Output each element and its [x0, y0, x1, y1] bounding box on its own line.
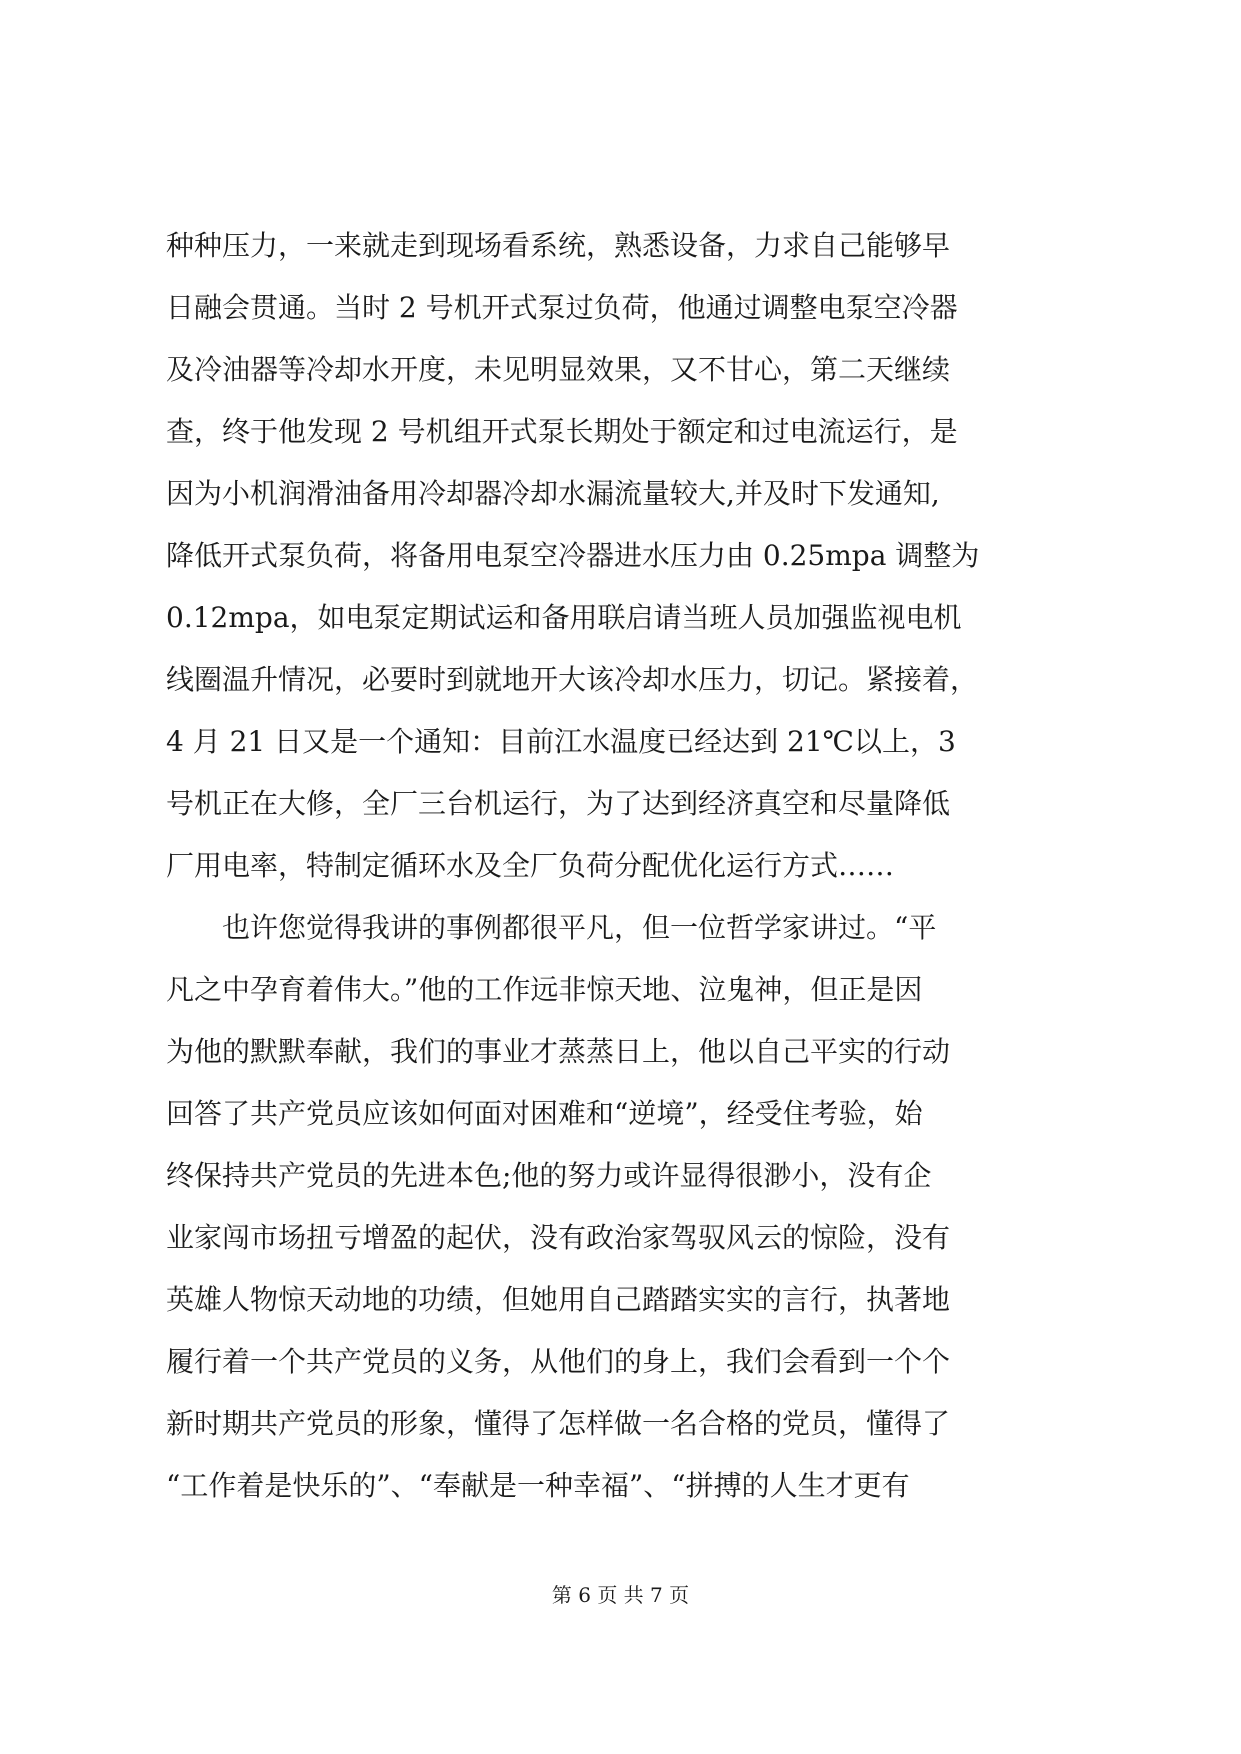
text-line: 日融会贯通。当时 2 号机开式泵过负荷，他通过调整电泵空冷器: [166, 291, 958, 324]
page-number: 第 6 页 共 7 页: [551, 1583, 690, 1607]
text-line: 种种压力，一来就走到现场看系统，熟悉设备，力求自己能够早: [166, 229, 951, 262]
text-line: 0.12mpa，如电泵定期试运和备用联启请当班人员加强监视电机: [166, 601, 962, 634]
text-line: 新时期共产党员的形象，懂得了怎样做一名合格的党员，懂得了: [166, 1407, 951, 1440]
text-line: 号机正在大修，全厂三台机运行，为了达到经济真空和尽量降低: [166, 787, 951, 820]
page-footer: [0, 1580, 1241, 1610]
paragraph-2: [166, 897, 1086, 1517]
text-line: 回答了共产党员应该如何面对困难和“逆境”，经受住考验，始: [166, 1097, 923, 1130]
text-line: 凡之中孕育着伟大。”他的工作远非惊天地、泣鬼神，但正是因: [166, 973, 923, 1006]
text-line: 因为小机润滑油备用冷却器冷却水漏流量较大,并及时下发通知,: [166, 477, 940, 510]
text-line: 业家闯市场扭亏增盈的起伏，没有政治家驾驭风云的惊险，没有: [166, 1221, 951, 1254]
text-line: 终保持共产党员的先进本色;他的努力或许显得很渺小，没有企: [166, 1159, 932, 1192]
text-line: 4 月 21 日又是一个通知：目前江水温度已经达到 21℃以上，3: [166, 725, 956, 758]
text-line: 查，终于他发现 2 号机组开式泵长期处于额定和过电流运行，是: [166, 415, 958, 448]
text-line: 厂用电率，特制定循环水及全厂负荷分配优化运行方式……: [166, 849, 895, 882]
text-line: 履行着一个共产党员的义务，从他们的身上，我们会看到一个个: [166, 1345, 951, 1378]
text-line: 线圈温升情况，必要时到就地开大该冷却水压力，切记。紧接着，: [166, 663, 979, 696]
paragraph-1: [166, 215, 1086, 897]
text-line: 也许您觉得我讲的事例都很平凡，但一位哲学家讲过。“平: [166, 911, 937, 944]
text-line: 及冷油器等冷却水开度，未见明显效果，又不甘心，第二天继续: [166, 353, 951, 386]
text-line: “工作着是快乐的”、“奉献是一种幸福”、“拼搏的人生才更有: [166, 1469, 910, 1502]
text-line: 为他的默默奉献，我们的事业才蒸蒸日上，他以自己平实的行动: [166, 1035, 951, 1068]
text-line: 降低开式泵负荷，将备用电泵空冷器进水压力由 0.25mpa 调整为: [166, 539, 980, 572]
text-line: 英雄人物惊天动地的功绩，但她用自己踏踏实实的言行，执著地: [166, 1283, 951, 1316]
